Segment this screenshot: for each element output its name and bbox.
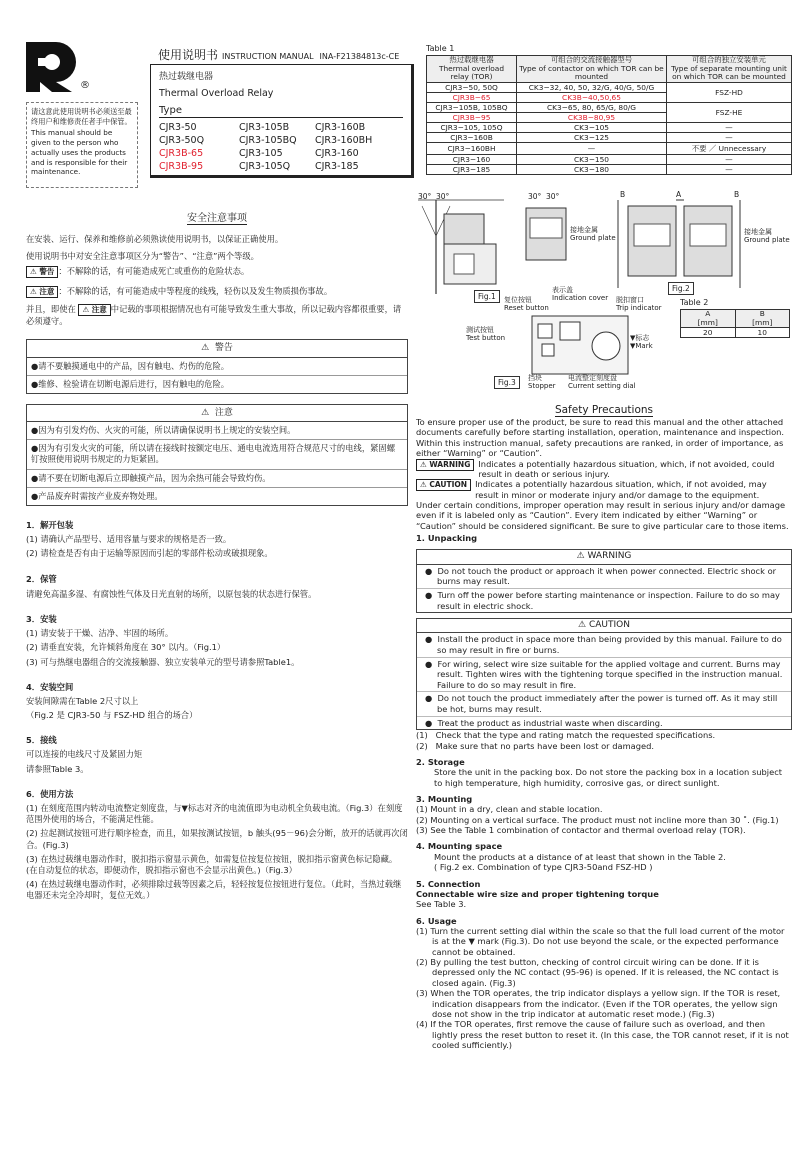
company-logo [22, 38, 80, 96]
en-s2-text: Store the unit in the packing box. Do not store the packing box in a location subject to high temperature, high humidity, corrosive gas, or direct sunlight. [434, 767, 783, 788]
trip-indicator-label: 脱扣窗口 Trip indicator [616, 296, 662, 313]
en-caution-item: ● For wiring, select wire size suitable for the applied voltage and current. Burns may result. Tighten wires with the tightening torque specified in the instruction manual. Failure to do so may result in fire. [417, 658, 791, 693]
en-warning-item: ● Do not touch the product or approach it when power connected. Electric shock or burns may result. [417, 565, 791, 589]
cn-caution-tag: ⚠ 注意 [26, 286, 58, 298]
t1-cell: CJR3−160BH [427, 142, 517, 154]
type-label: Type [159, 104, 403, 118]
notice-cn: 请这意此使用说明书必须送至最终用户和维修责任者手中保管。 [31, 107, 132, 126]
fig2-angle: 30° [546, 192, 560, 201]
cn-s5-heading: 5．接线 [26, 735, 57, 746]
fig2-dim-b2: B [734, 190, 740, 199]
cn-s6-item: (4) 在热过载继电器动作时，必须排除过载等因素之后，轻轻按复位按钮进行复位。（此时，当热过载继电器还未完全冷却时，复位无效。） [26, 879, 402, 901]
cn-p3a: 并且，即使在 [26, 304, 76, 315]
manual-header [158, 46, 410, 63]
model: CJR3B-95 [159, 161, 204, 172]
t1-cell: CJR3−105B, 105BQ [427, 102, 517, 112]
cn-warning-item: ●请不要触摸通电中的产品，因有触电、灼伤的危险。 [27, 358, 407, 376]
t1-cell: CJR3B−65 [427, 92, 517, 102]
en-safety-title: Safety Precautions [554, 404, 654, 416]
en-s6-item: (2) By pulling the test button, checking of control circuit wiring can be done. If it is depressed only the NC contact (95-96) is opened. If it is released, the NC contact is closed again. (Fig.3) [416, 957, 779, 988]
t1-cell: CK3−65, 80, 65/G, 80/G [517, 102, 667, 112]
model: CJR3B-65 [159, 148, 204, 159]
mark-label: ▼标志 ▼Mark [630, 334, 653, 351]
t1-cell: — [517, 142, 667, 154]
en-s1-item: (1) Check that the type and rating match the requested specifications. [416, 730, 716, 741]
fig2-angle: 30° [528, 192, 542, 201]
model: CJR3-185 [315, 161, 359, 172]
table1-title: Table 1 [426, 44, 455, 53]
model: CJR3-105 [239, 148, 283, 159]
t1-cell: CK3−180 [517, 164, 667, 174]
en-under: Under certain conditions, improper operation may result in serious injury and/or damage even if it is labeled only as “Caution”. Every item indicated by either “Warning” or “Caution” should be considered significant. Be sure to give particular care to those items. [416, 500, 789, 531]
en-caution-item: ● Do not touch the product immediately after the power is turned off. As it may still be hot, burns may result. [417, 692, 791, 716]
en-s5-text: See Table 3. [416, 899, 467, 910]
en-s1-item: (2) Make sure that no parts have been lost or damaged. [416, 740, 655, 751]
cn-s4-item: （Fig.2 是 CJR3-50 与 FSZ-HD 组合的场合） [26, 710, 198, 721]
t2-b: 10 [735, 328, 790, 338]
en-s3-item: (1) Mount in a dry, clean and stable location. [416, 804, 603, 815]
en-s6-item: (3) When the TOR operates, the trip indicator displays a yellow sign. If the TOR is reset, indication disappears from the indicator. (Even if the TOR operates, the yellow sign dose not show in the trip indicator at automatic reset mode.) (Fig.3) [416, 988, 781, 1019]
table2-title: Table 2 [680, 298, 709, 307]
cn-s5-item: 可以连接的电线尺寸及紧固力矩 [26, 749, 143, 760]
cn-caution-tag-inline: ⚠ 注意 [78, 304, 110, 316]
t2-unit: [mm] [697, 317, 718, 327]
en-warning-box [416, 549, 792, 613]
en-warning-title: ⚠ WARNING [417, 550, 791, 564]
en-s5-heading: 5. Connection [416, 878, 481, 889]
cn-s1-item: (2) 请检查是否有由于运输等原因而引起的零部件松动或破损现象。 [26, 548, 273, 559]
cn-caution-title: ⚠ 注意 [27, 405, 407, 422]
cn-s6-item: (1) 在刻度范围内转动电流整定刻度盘，与▼标志对齐的电流值即为电动机全负载电流。（Fig.3）在刻度范围外使用的场合，不能满足性能。 [26, 803, 403, 825]
en-intro: To ensure proper use of the product, be sure to read this manual and the other attached documents carefully before starting installation, operation, maintenance and inspection. Within this instruction manual, safety precautions are ranked, in order of importance, as either “Warning” or “Caution”. [416, 417, 785, 459]
cn-caut-desc: ：不解除的话，有可能造成中等程度的线残，轻伤以及发生物质损伤事故。 [58, 286, 333, 296]
cn-s3-heading: 3．安装 [26, 613, 57, 624]
figure-1 [418, 192, 504, 294]
t1-cell: CK3B−40,50,65 [517, 92, 667, 102]
t1-cell: CJR3B−95 [427, 112, 517, 122]
cn-caution-item: ●产品废弃时需按产业废弃物处理。 [31, 490, 163, 501]
en-s3-heading: 3. Mounting [416, 794, 473, 805]
product-name-en: Thermal Overload Relay [159, 88, 274, 99]
en-warn-desc: Indicates a potentially hazardous situation, which, if not avoided, could result in death or serious injury. [478, 458, 775, 479]
cn-s6-heading: 6．使用方法 [26, 788, 74, 799]
en-s1-heading: 1. Unpacking [416, 533, 478, 544]
cn-warn-desc: ：不解除的话，有可能造成死亡或重伤的危险状态。 [58, 265, 250, 276]
product-type-box [150, 64, 414, 178]
en-warning-item: ● Turn off the power before starting maintenance or inspection. Failure to do so may result in electric shock. [425, 589, 780, 611]
cn-s6-item: (3) 在热过载继电器动作时，脱扣指示窗显示黄色，如需复位按复位按钮，脱扣指示窗黄色标记隐藏。(在自动复位的状态，即便动作，脱扣指示窗也不会显示出黄色。)（Fig.3） [26, 853, 398, 875]
t1-cell: CJR3−105, 105Q [427, 122, 517, 132]
cn-safety-section [26, 212, 408, 902]
en-s4-item: Mount the products at a distance of at least that shown in the Table 2. [434, 851, 726, 862]
cn-p1: 在安装、运行、保养和维修前必须熟读使用说明书，以保证正确使用。 [26, 233, 284, 244]
cn-p3b: 中记载的事项根据情况也有可能导致发生重大事故，所以记载内容都很重要，请必须遵守。 [26, 304, 402, 327]
model: CJR3-50 [159, 122, 197, 133]
t1-cell: CK3−125 [517, 132, 667, 142]
model: CJR3-160BH [315, 135, 373, 146]
fig2-dim-a: A [676, 190, 682, 199]
title-en: INSTRUCTION MANUAL [222, 52, 314, 61]
stopper-label: 挡块 Stopper [528, 374, 556, 391]
t1-cell: CJR3−185 [427, 164, 517, 174]
t1-cell: — [667, 122, 792, 132]
en-warning-tag: ⚠ WARNING [416, 459, 474, 471]
indication-cover-label: 表示盖 Indication cover [552, 286, 609, 303]
cn-warning-tag: ⚠ 警告 [26, 266, 58, 278]
cn-safety-title: 安全注意事项 [187, 213, 247, 224]
t1-cell: CK3B−80,95 [517, 112, 667, 122]
cn-s1-item: (1) 请确认产品型号、适用容量与要求的规格是否一致。 [26, 534, 232, 545]
cn-s6-item: (2) 拉起测试按钮可进行顺序检查，而且，如果按测试按钮，b 触头(95－96)会分断，放开的话就再次闭合。(Fig.3) [26, 828, 408, 850]
registered-mark: ® [80, 80, 90, 91]
cn-warning-title: ⚠ 警告 [27, 340, 407, 357]
en-s6-item: (4) If the TOR operates, first remove the cause of failure such as overload, and then lightly press the reset button to reset it. (In this case, the TOR cannot reset, if it is not cooled sufficiently.) [416, 1019, 789, 1050]
table1 [426, 55, 792, 175]
cn-caution-item: ●请不要在切断电源后立即触摸产品，因为余热可能会导致灼伤。 [27, 470, 407, 488]
cn-s5-item: 请参照Table 3。 [26, 763, 89, 774]
model: CJR3-105BQ [239, 135, 297, 146]
t2-hb: B [759, 309, 765, 318]
t2-ha: A [705, 309, 711, 318]
t1-cell: CK3−32, 40, 50, 32/G, 40/G, 50/G [517, 82, 667, 92]
t1-cell: CJR3−160 [427, 154, 517, 164]
en-caution-title: ⚠ CAUTION [417, 619, 791, 633]
dial-label: 电流整定刻度盘 Current setting dial [568, 374, 636, 391]
cn-s1-heading: 1．解开包装 [26, 520, 74, 531]
en-s5-subheading: Connectable wire size and proper tightening torque [416, 888, 659, 899]
en-s3-item: (2) Mounting on a vertical surface. The product must not incline more than 30 ˚. (Fig.1) [416, 814, 779, 825]
doc-code: INA-F21384813c-CE [319, 52, 400, 61]
fig2-label: Fig.2 [668, 282, 694, 295]
t1-cell: — [667, 132, 792, 142]
model: CJR3-50Q [159, 135, 205, 146]
en-s4-item: ( Fig.2 ex. Combination of type CJR3-50and FSZ-HD ) [434, 862, 653, 873]
notice-en: This manual should be given to the person who actually uses the products and is responsible for their maintenance. [31, 128, 128, 177]
en-s6-heading: 6. Usage [416, 915, 457, 926]
cn-s3-item: (1) 请安装于干燥、洁净、牢固的场所。 [26, 628, 174, 639]
model: CJR3-105B [239, 122, 290, 133]
fig1-angle: 30° [436, 192, 450, 201]
t1-h3-cn: 可组合的独立安装单元 [692, 55, 766, 64]
cn-s3-item: (2) 请垂直安装，允许倾斜角度在 30° 以内。（Fig.1） [26, 642, 226, 653]
t1-cell: FSZ-HE [667, 102, 792, 122]
cn-p2: 使用说明书中对安全注意事项区分为“警告”、“注意”两个等级。 [26, 250, 259, 261]
en-s3-item: (3) See the Table 1 combination of contactor and thermal overload relay (TOR). [416, 825, 746, 836]
en-caut-desc: Indicates a potentially hazardous situation, which, if not avoided, may result in minor or moderate injury and/or damage to the equipment. [475, 479, 767, 500]
t2-unit: [mm] [752, 317, 773, 327]
cn-caution-item: ●因为有引发火灾的可能，所以请在接线时按额定电压、通电电流选用符合规范尺寸的电线，紧固螺钉按照使用说明书规定的力矩紧固。 [27, 440, 407, 469]
t1-h2-cn: 可组合的交流接触器型号 [550, 55, 633, 64]
t1-cell: CJR3−50, 50Q [427, 82, 517, 92]
model: CJR3-160 [315, 148, 359, 159]
table2 [680, 309, 790, 338]
cn-s2-heading: 2．保管 [26, 573, 57, 584]
en-s6-item: (1) Turn the current setting dial within the scale so that the full load current of the motor is at the ▼ mark (Fig.3). Do not use beyond the scale, or the expected performance cannot be obtained. [416, 926, 785, 957]
notice-box [26, 102, 138, 188]
ground-plate-label: 接地金属 Ground plate [570, 226, 616, 243]
t1-cell: 不要 ／ Unnecessary [667, 142, 792, 154]
figure-2 [520, 190, 790, 288]
en-s2-heading: 2. Storage [416, 756, 465, 767]
t1-cell: CK3−150 [517, 154, 667, 164]
en-section [416, 404, 792, 1050]
cn-s3-item: (3) 可与热继电器组合的交流接触器、独立安装单元的型号请参照Table1。 [26, 656, 300, 667]
fig2-dim-b: B [620, 190, 626, 199]
cn-s2-item: 请避免高温多湿、有腐蚀性气体及日光直射的场所，以原包装的状态进行保管。 [26, 588, 317, 599]
t2-a: 20 [681, 328, 736, 338]
cn-warning-box [26, 339, 408, 394]
en-caution-tag: ⚠ CAUTION [416, 479, 471, 491]
t1-h1-cn: 热过载继电器 [449, 55, 494, 64]
t1-h2-en: Type of contactor on which TOR can be mounted [519, 63, 664, 82]
t1-cell: — [667, 164, 792, 174]
cn-s4-item: 安装间隙需在Table 2尺寸以上 [26, 695, 139, 706]
en-s4-heading: 4. Mounting space [416, 841, 503, 852]
model-grid [159, 121, 403, 173]
t1-cell: FSZ-HD [667, 82, 792, 102]
title-cn: 使用说明书 [158, 48, 219, 62]
cn-caution-box [26, 404, 408, 506]
en-caution-item: ● Treat the product as industrial waste when discarding. [425, 717, 663, 728]
t1-h3-en: Type of separate mounting unit on which TOR can be mounted [671, 63, 787, 82]
fig1-label: Fig.1 [474, 290, 500, 303]
reset-button-label: 复位按钮 Reset button [504, 296, 549, 313]
t1-h1-en: Thermal overload relay (TOR) [438, 63, 505, 82]
model: CJR3-160B [315, 122, 366, 133]
en-caution-item: ● Install the product in space more than being provided by this manual. Failure to do so may result in fire or burns. [417, 633, 791, 657]
fig3-label: Fig.3 [494, 376, 520, 389]
model: CJR3-105Q [239, 161, 291, 172]
cn-caution-item: ●因为有引发灼伤、火灾的可能，所以请确保说明书上规定的安装空间。 [27, 422, 407, 440]
t1-cell: — [667, 154, 792, 164]
product-name-cn: 热过载继电器 [159, 72, 214, 82]
t1-cell: CK3−105 [517, 122, 667, 132]
cn-warning-item: ●维修、检验请在切断电源后进行，因有触电的危险。 [31, 378, 230, 389]
test-button-label: 测试按钮 Test button [466, 326, 506, 343]
en-caution-box [416, 618, 792, 730]
t1-cell: CJR3−160B [427, 132, 517, 142]
cn-s4-heading: 4．安装空间 [26, 681, 74, 692]
ground-plate-label-2: 接地金属 Ground plate [744, 228, 790, 245]
fig1-angle: 30° [418, 192, 432, 201]
